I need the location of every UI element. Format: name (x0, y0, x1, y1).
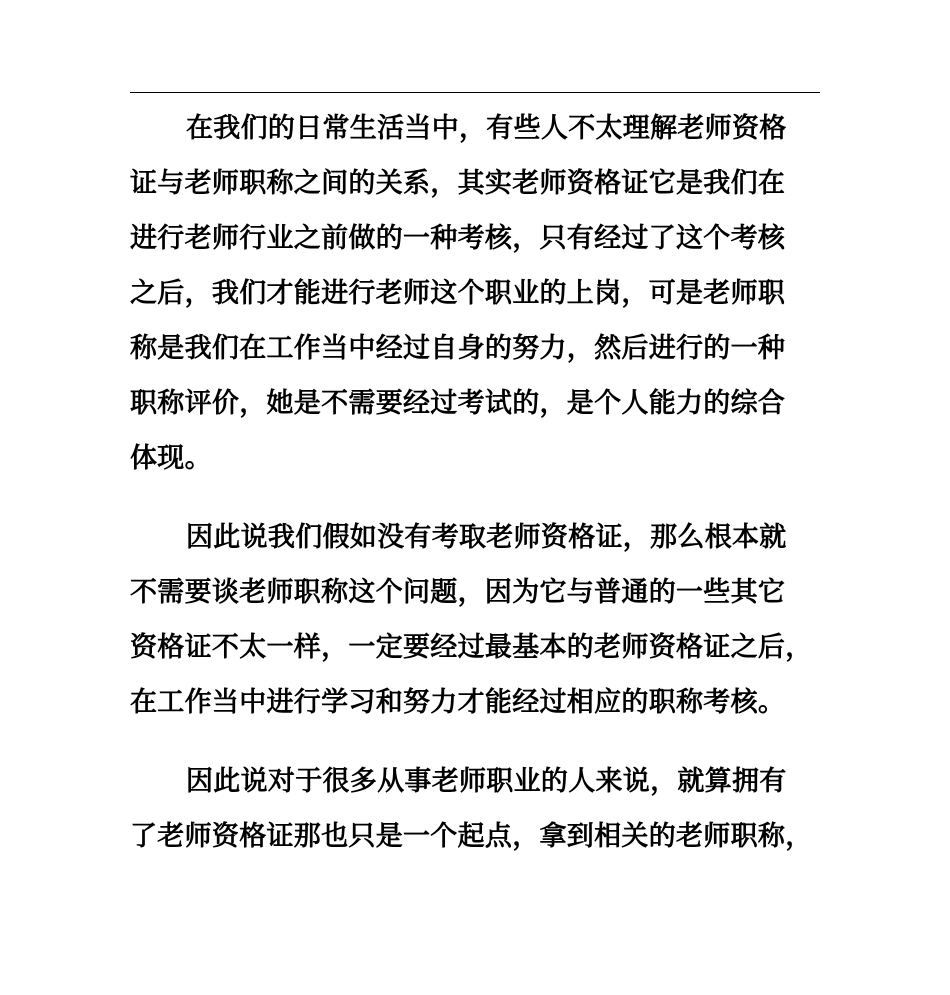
paragraph-line: 不需要谈老师职称这个问题，因为它与普通的一些其它 (130, 577, 786, 608)
paragraph-line: 称是我们在工作当中经过自身的努力，然后进行的一种 (130, 333, 786, 364)
paragraph-line: 证与老师职称之间的关系，其实老师资格证它是我们在 (130, 168, 786, 199)
paragraph-line: 职称评价，她是不需要经过考试的，是个人能力的综合 (130, 388, 786, 419)
header-rule (130, 92, 820, 93)
paragraph-line: 在我们的日常生活当中，有些人不太理解老师资格 (186, 113, 787, 144)
paragraph-line: 进行老师行业之前做的一种考核，只有经过了这个考核 (130, 223, 786, 254)
paragraph-line: 体现。 (130, 443, 212, 474)
paragraph-line: 资格证不太一样，一定要经过最基本的老师资格证之后， (130, 632, 813, 663)
paragraph-line: 在工作当中进行学习和努力才能经过相应的职称考核。 (130, 687, 786, 718)
paragraph-line: 因此说对于很多从事老师职业的人来说，就算拥有 (186, 766, 787, 797)
paragraph-line: 了老师资格证那也只是一个起点，拿到相关的老师职称， (130, 821, 813, 852)
paragraph-line: 之后，我们才能进行老师这个职业的上岗，可是老师职 (130, 278, 786, 309)
paragraph-line: 因此说我们假如没有考取老师资格证，那么根本就 (186, 522, 787, 553)
